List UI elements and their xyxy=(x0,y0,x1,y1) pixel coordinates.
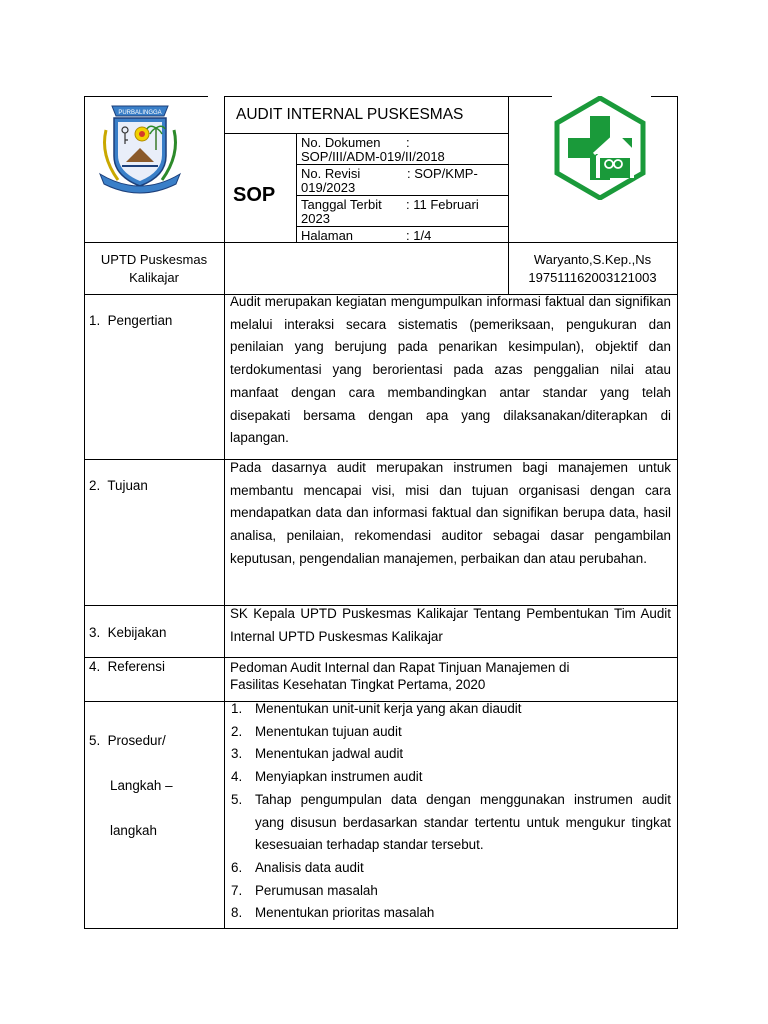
no-dokumen-value: SOP/III/ADM-019/II/2018 xyxy=(301,149,445,164)
section-text-tujuan: Pada dasarnya audit merupakan instrumen bagi manajemen untuk membantu mencapai visi, misi dan tujuan organisasi dengan cara mendapatkan data dan informasi faktual dan signifikan berupa data, hasil analisa, penilaian, rekomendasi auditor sebagai dasar pengambilan keputusan, pengendalian manajemen, perbaikan dan atau perubahan. xyxy=(230,460,671,566)
section-label-prosedur xyxy=(89,703,173,853)
document-title: AUDIT INTERNAL PUSKESMAS xyxy=(236,106,464,123)
prosedur-step xyxy=(231,743,671,766)
prosedur-step xyxy=(231,789,671,857)
sop-label: SOP xyxy=(233,184,276,206)
prosedur-step-text: Tahap pengumpulan data dengan menggunakan instrumen audit yang disusun berdasarkan standar tertentu untuk mengukur tingkat kesesuaian terhadap standar tersebut. xyxy=(255,791,671,853)
prosedur-step-number: 2. xyxy=(231,723,243,739)
section-text-pengertian: Audit merupakan kegiatan mengumpulkan informasi faktual dan signifikan melalui interaksi secara sistematis (pemeriksaan, pengukuran dan penilaian yang berujung pada penarikan kesimpulan), objektif dan terdokumentasi yang berorientasi pada azas penggalian nilai atau manfaat dengan cara membandingkan antar standar yang telah disepakati bersama dengan apa yang dilaksanakan/diterapkan di lapangan. xyxy=(230,294,671,446)
section-label-tujuan: 2. Tujuan xyxy=(89,478,148,493)
no-dokumen-label: No. Dokumen xyxy=(301,135,381,150)
prosedur-step-text: Perumusan masalah xyxy=(255,882,378,898)
prosedur-step-number: 7. xyxy=(231,882,243,898)
section-label-referensi: 4. Referensi xyxy=(89,659,165,674)
prosedur-label-line1: 5. Prosedur/ xyxy=(89,733,166,748)
section-text-referensi-line2: Fasilitas Kesehatan Tingkat Pertama, 2020 xyxy=(230,677,486,692)
prosedur-step-text: Menentukan tujuan audit xyxy=(255,723,402,739)
prosedur-step-number: 4. xyxy=(231,769,243,785)
tanggal-terbit-year: 2023 xyxy=(301,211,330,226)
svg-text:PURBALINGGA: PURBALINGGA xyxy=(118,110,162,116)
halaman-value: : 1/4 xyxy=(406,228,432,243)
section-text-kebijakan: SK Kepala UPTD Puskesmas Kalikajar Tentang Pembentukan Tim Audit Internal UPTD Puskesmas Kalikajar xyxy=(230,606,671,644)
head-signature xyxy=(508,251,677,287)
no-revisi-value-cont: 019/2023 xyxy=(301,180,356,195)
section-label-pengertian: 1. Pengertian xyxy=(89,313,173,328)
no-dokumen-sep: : xyxy=(406,135,410,150)
tanggal-terbit-label: Tanggal Terbit xyxy=(301,197,382,212)
prosedur-step-number: 5. xyxy=(231,791,243,807)
unit-name-line1: UPTD Puskesmas xyxy=(100,252,208,267)
halaman-label: Halaman xyxy=(301,228,354,243)
head-name: Waryanto,S.Kep.,Ns xyxy=(533,252,652,267)
prosedur-step-text: Menentukan jadwal audit xyxy=(255,746,404,762)
tanggal-terbit-value: : 11 Februari xyxy=(406,197,479,212)
prosedur-step xyxy=(231,880,671,903)
unit-name-line2: Kalikajar xyxy=(129,270,179,285)
prosedur-step xyxy=(231,766,671,789)
prosedur-step xyxy=(231,857,671,880)
prosedur-step-number: 8. xyxy=(231,905,243,921)
prosedur-step xyxy=(231,721,671,744)
regency-crest-logo xyxy=(92,100,188,195)
prosedur-step-text: Menyiapkan instrumen audit xyxy=(255,769,423,785)
prosedur-step-number: 6. xyxy=(231,859,243,875)
prosedur-step-number: 3. xyxy=(231,746,243,762)
section-label-kebijakan: 3. Kebijakan xyxy=(89,625,167,640)
puskesmas-logo xyxy=(548,96,652,200)
prosedur-label-line3: langkah xyxy=(110,823,157,838)
prosedur-steps-list xyxy=(231,698,671,925)
no-revisi-label: No. Revisi xyxy=(301,166,361,181)
section-text-referensi-line1: Pedoman Audit Internal dan Rapat Tinjuan Manajemen di xyxy=(230,660,570,675)
unit-name xyxy=(84,251,224,287)
no-revisi-value: : SOP/KMP- xyxy=(407,166,478,181)
prosedur-label-line2: Langkah – xyxy=(110,778,173,793)
prosedur-step-number: 1. xyxy=(231,701,243,716)
head-nip: 197511162003121003 xyxy=(528,270,657,285)
prosedur-step xyxy=(231,698,671,721)
prosedur-step-text: Menentukan prioritas masalah xyxy=(255,905,435,921)
prosedur-step-text: Menentukan unit-unit kerja yang akan diaudit xyxy=(255,701,522,716)
prosedur-step-text: Analisis data audit xyxy=(255,859,364,875)
prosedur-step xyxy=(231,902,671,925)
